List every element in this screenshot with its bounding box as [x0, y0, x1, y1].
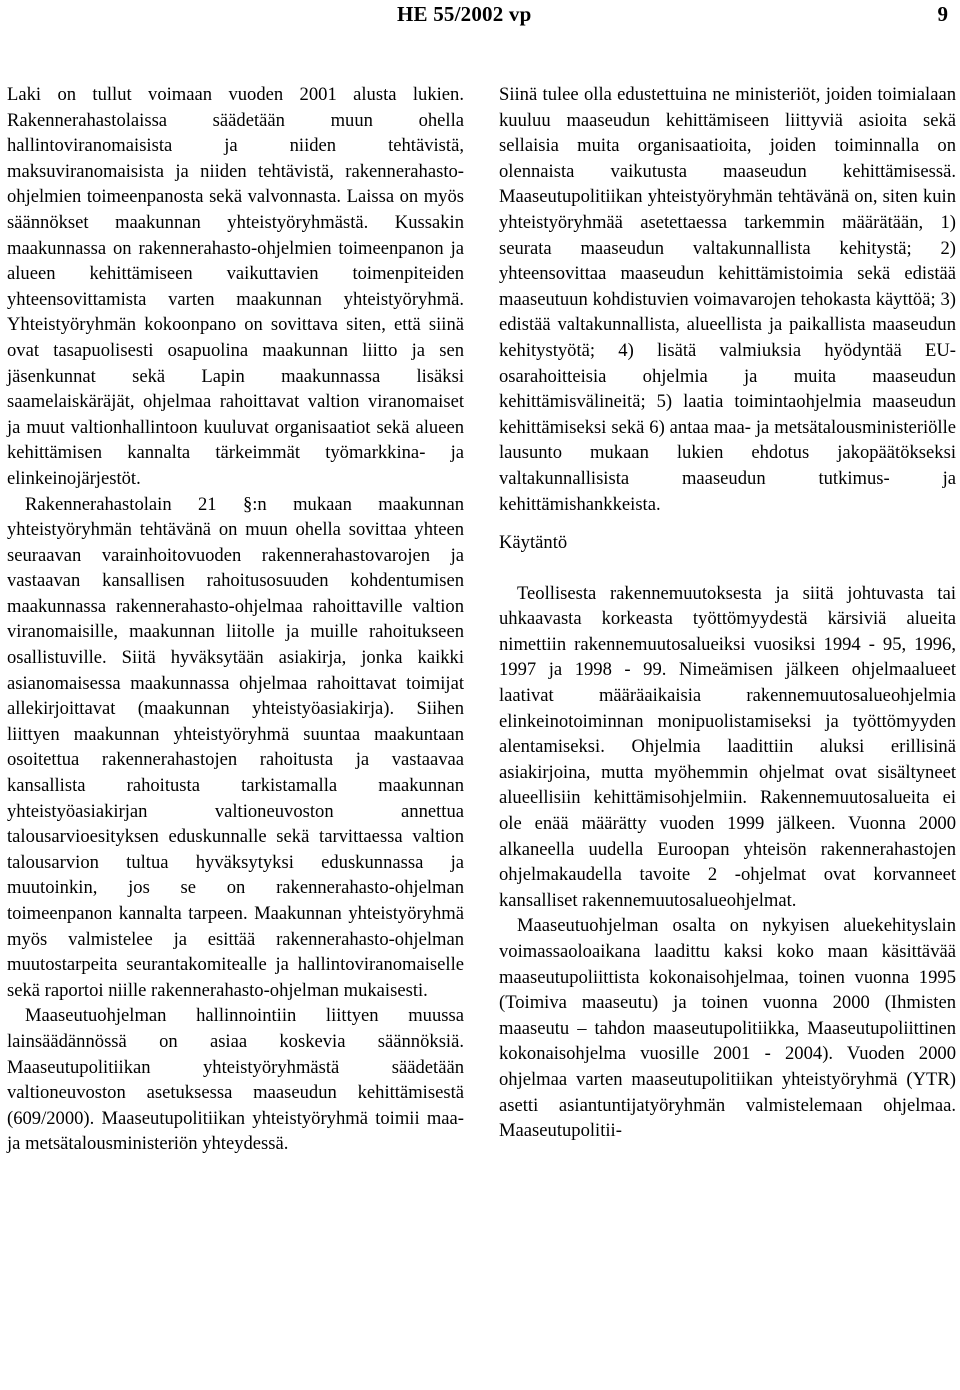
document-id: HE 55/2002 vp: [397, 2, 532, 26]
paragraph: Maaseutuohjelman hallinnointiin liittyen muussa lainsäädännössä on asiaa koskevia säännöksiä. Maaseutupolitiikan yhteistyöryhmästä säädetään valtioneuvoston asetuksessa maaseudun kehittämisestä (609/2000). Maaseutupolitiikan yhteistyöryhmä toimii maa- ja metsätalousministeriön yhteydessä.: [7, 1005, 464, 1155]
page-number: 9: [937, 2, 948, 26]
page-header: [0, 0, 960, 40]
paragraph: Teollisesta rakennemuutoksesta ja siitä johtuvasta tai uhkaavasta korkeasta työttömyydestä kärsiviä alueita nimettiin rakennemuutosalueiksi vuosiksi 1994 - 95, 1996, 1997 ja 1998 - 99. Nimeämisen jälkeen ohjelmaalueet laativat määräaikaisia rakennemuutosalueohjelmia elinkeinotoiminnan monipuolistamiseksi ja työttömyyden alentamiseksi. Ohjelmia laadittiin aluksi erillisinä asiakirjoina, mutta myöhemmin ohjelmat ovat sisältyneet alueellisiin kehittämisohjelmiin. Rakennemuutosalueita ei ole enää määrätty vuoden 1999 jälkeen. Vuonna 2000 alkaneella uudella Euroopan yhteisön rakennerahastojen ohjelmakaudella tavoite 2 -ohjelmat ovat korvanneet kansalliset rakennemuutosalueohjelmat.: [499, 582, 956, 911]
right-column: [499, 82, 956, 1144]
section-heading: Käytäntö: [499, 532, 568, 554]
paragraph: Siinä tulee olla edustettuina ne ministeriöt, joiden toimialaan kuuluu maaseudun kehittämiseen liittyviä asioita sekä sellaisia muita organisaatioita, joiden toiminnalla on olennaista vaikutusta maaseudun kehittämisessä. Maaseutupolitiikan yhteistyöryhmän tehtävänä on, siten kuin yhteistyöryhmää asetettaessa tarkemmin määrätään, 1) seurata maaseudun valtakunnallista kehitystä; 2) yhteensovittaa maaseudun kehittämistoimia sekä edistää maaseutuun kohdistuvien voimavarojen tehokasta käyttöä; 3) edistää valtakunnallista, alueellista ja paikallista maaseudun kehitystyötä; 4) lisätä valmiuksia hyödyntää EU-osarahoitteisia ohjelmia ja muita maaseudun kehittämisvälineitä; 5) laatia toimintaohjelmia maaseudun kehittämiseksi sekä 6) antaa maa- ja metsätalousministeriölle lausunto mukaan lukien ehdotus jakopäätökseksi valtakunnallisista maaseudun tutkimus- ja kehittämishankkeista.: [499, 84, 956, 515]
paragraph: Rakennerahastolain 21 §:n mukaan maakunnan yhteistyöryhmän tehtävänä on muun ohella sovittaa yhteen seuraavan varainhoitovuoden rakennerahastovarojen ja vastaavan kansallisen rahoitusosuuden kohdentumisen maakunnassa rakennerahasto-ohjelmaa rahoittaville valtion viranomaisille, maakunnan liitolle ja muille rahoitukseen osallistuville. Siitä hyväksytään asiakirja, jonka kaikki asianomaisessa maakunnassa ohjelmaa rahoittavat toimijat allekirjoittavat (maakunnan yhteistyöasiakirja). Siihen liittyen maakunnan yhteistyöryhmä suuntaa maakuntaan osoitettua rakennerahastojen rahoitusta ja vastaavaa kansallista rahoitusta tarkistamalla maakunnan yhteistyöasiakirjan valtioneuvoston annettua talousarvioesityksen eduskunnalle sekä tarvittaessa valtion talousarvion tultua hyväksytyksi eduskunnassa ja muutoinkin, jos se on rakennerahasto-ohjelman toimeenpanon kannalta tarpeen. Maakunnan yhteistyöryhmä myös valmistelee ja esittää rakennerahasto-ohjelman muutostarpeita seurantakomitealle ja hallintoviranomaiselle sekä raportoi niille rakennerahasto-ohjelman mukaisesti.: [7, 493, 464, 1001]
paragraph: Maaseutuohjelman osalta on nykyisen aluekehityslain voimassaoloaikana laadittu kaksi koko maan käsittävää maaseutupoliittista kokonaisohjelmaa, toinen vuonna 1995 (Toimiva maaseutu) ja toinen vuonna 2000 (Ihmisten maaseutu – tahdon maaseutupolitiikka, Maaseutupoliittinen kokonaisohjelma vuosille 2001 - 2004). Vuoden 2000 ohjelmaa varten maaseutupolitiikan yhteistyöryhmä (YTR) asetti asiantuntijatyöryhmän valmistelemaan ohjelmaa. Maaseutupolitii-: [499, 915, 956, 1142]
left-column: [7, 82, 464, 1157]
paragraph: Laki on tullut voimaan vuoden 2001 alusta lukien. Rakennerahastolaissa säädetään muun ohella hallintoviranomaisista ja niiden tehtävistä, maksuviranomaisista ja niiden tehtävistä, rakennerahasto-ohjelmien toimeenpanosta sekä valvonnasta. Laissa on myös säännökset maakunnan yhteistyöryhmästä. Kussakin maakunnassa on rakennerahasto-ohjelmien toimeenpanon ja alueen kehittämiseen vaikuttavien toimenpiteiden yhteensovittamista varten maakunnan yhteistyöryhmä. Yhteistyöryhmän kokoonpano on sovittava siten, että siinä ovat tasapuolisesti osapuolina maakunnan liitto ja sen jäsenkunnat sekä Lapin maakunnassa lisäksi saamelaiskäräjät, ohjelmaa rahoittavat valtion viranomaiset ja muut valtionhallintoon kuuluvat organisaatiot sekä alueen kehittämisen kannalta tärkeimmät työmarkkina- ja elinkeinojärjestöt.: [7, 84, 464, 489]
